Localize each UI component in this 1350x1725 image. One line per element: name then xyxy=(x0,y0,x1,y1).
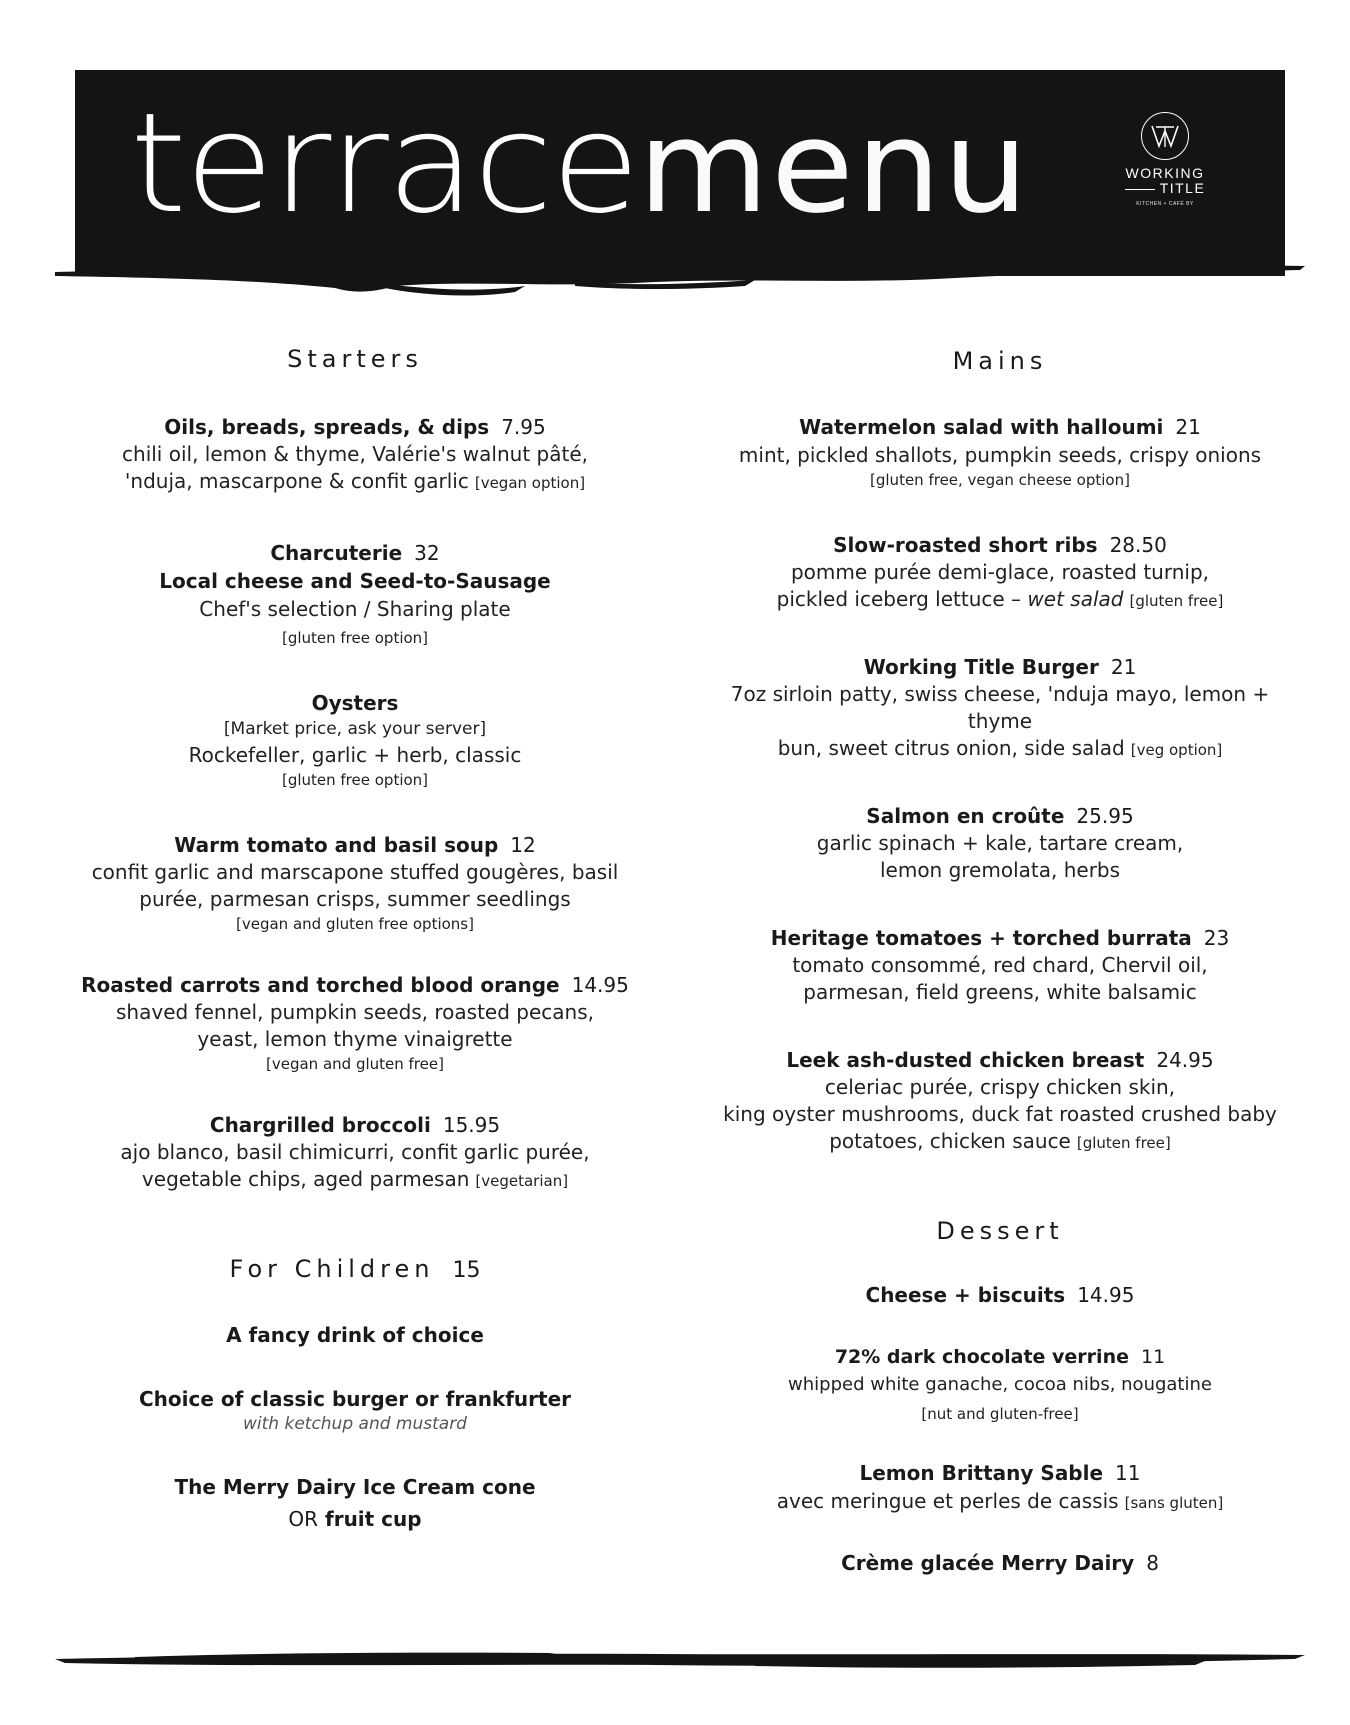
item-name: Oils, breads, spreads, & dips 7.95 xyxy=(164,415,546,439)
section-title-mains: Mains xyxy=(952,347,1048,375)
menu-item xyxy=(60,831,650,935)
item-dietary-note: [vegetarian] xyxy=(475,1172,569,1190)
logo-text-title: TITLE xyxy=(1105,181,1225,196)
item-description: king oyster mushrooms, duck fat roasted crushed baby xyxy=(723,1102,1277,1126)
item-price: 7.95 xyxy=(501,415,546,439)
item-name: Chargrilled broccoli 15.95 xyxy=(209,1113,501,1137)
item-dietary-note: [vegan and gluten free options] xyxy=(236,915,474,933)
item-name: Oysters xyxy=(311,691,399,715)
item-subname: Local cheese and Seed-to-Sausage xyxy=(159,569,551,593)
item-name: Watermelon salad with halloumi 21 xyxy=(799,415,1201,439)
item-price: 14.95 xyxy=(1077,1283,1135,1307)
children-price: 15 xyxy=(452,1258,481,1283)
section-title-starters: Starters xyxy=(287,345,423,373)
item-price: 32 xyxy=(414,541,440,565)
item-name: Choice of classic burger or frankfurter xyxy=(138,1387,572,1411)
item-name: Lemon Brittany Sable 11 xyxy=(859,1461,1141,1485)
menu-title xyxy=(130,83,1031,244)
item-price: 21 xyxy=(1175,415,1201,439)
menu-item xyxy=(700,1549,1300,1577)
item-dietary-note: [gluten free] xyxy=(1076,1134,1171,1152)
item-description: Rockefeller, garlic + herb, classic xyxy=(188,743,522,767)
item-name: Heritage tomatoes + torched burrata 23 xyxy=(770,926,1230,950)
item-price: 12 xyxy=(510,833,536,857)
logo-text-working: WORKING xyxy=(1125,165,1205,181)
item-dietary-note: [gluten free option] xyxy=(281,629,429,647)
menu-item xyxy=(60,971,650,1075)
item-dietary-note: [gluten free option] xyxy=(281,771,429,789)
item-price: 23 xyxy=(1203,926,1230,950)
item-name: Warm tomato and basil soup 12 xyxy=(174,833,536,857)
item-name: The Merry Dairy Ice Cream cone xyxy=(174,1475,536,1499)
item-description: Chef's selection / Sharing plate xyxy=(199,597,511,621)
menu-item xyxy=(60,1111,650,1193)
menu-item xyxy=(700,1281,1300,1309)
item-alternative: OR fruit cup xyxy=(288,1507,422,1531)
logo-text-tagline: KITCHEN + CAFÉ BY xyxy=(1136,200,1194,207)
item-price-note: [Market price, ask your server] xyxy=(223,719,487,739)
menu-item xyxy=(60,1321,650,1349)
menu-item xyxy=(60,413,650,495)
item-description: lemon gremolata, herbs xyxy=(879,858,1121,882)
item-description: parmesan, field greens, white balsamic xyxy=(803,980,1197,1004)
item-name: Slow-roasted short ribs 28.50 xyxy=(833,533,1167,557)
item-description: chili oil, lemon & thyme, Valérie's walnut pâté, xyxy=(122,442,588,466)
item-description: with ketchup and mustard xyxy=(243,1414,467,1434)
item-description: avec meringue et perles de cassis [sans gluten] xyxy=(776,1489,1224,1513)
menu-item xyxy=(60,689,650,791)
item-name: Cheese + biscuits 14.95 xyxy=(865,1283,1135,1307)
item-description: whipped white ganache, cocoa nibs, nougatine xyxy=(788,1374,1212,1395)
item-description: bun, sweet citrus onion, side salad [veg option] xyxy=(777,736,1223,760)
item-name: Crème glacée Merry Dairy 8 xyxy=(841,1551,1159,1575)
menu-item xyxy=(700,924,1300,1006)
menu-item xyxy=(700,1343,1300,1425)
logo-monogram-icon xyxy=(1141,112,1189,160)
item-dietary-note: [vegan and gluten free] xyxy=(266,1055,444,1073)
item-name: Working Title Burger 21 xyxy=(863,655,1137,679)
item-description: vegetable chips, aged parmesan [vegetarian] xyxy=(141,1167,569,1191)
item-description: tomato consommé, red chard, Chervil oil, xyxy=(792,953,1208,977)
item-description: celeriac purée, crispy chicken skin, xyxy=(824,1075,1176,1099)
right-column xyxy=(700,347,1300,1577)
menu-item xyxy=(700,1459,1300,1515)
menu-title-part2: menu xyxy=(638,93,1031,242)
item-name: Roasted carrots and torched blood orange 14.95 xyxy=(81,973,629,997)
item-price: 15.95 xyxy=(442,1113,501,1137)
menu-item xyxy=(60,1473,650,1533)
item-description: confit garlic and marscapone stuffed gougères, basil xyxy=(91,860,619,884)
menu-item xyxy=(700,802,1300,884)
item-dietary-note: [vegan option] xyxy=(474,474,586,492)
item-description: 'nduja, mascarpone & confit garlic [vegan option] xyxy=(124,469,586,493)
menu-item xyxy=(700,1046,1300,1155)
item-description: potatoes, chicken sauce [gluten free] xyxy=(829,1129,1171,1153)
item-price: 8 xyxy=(1146,1551,1159,1575)
brand-logo xyxy=(1105,112,1225,207)
item-description: shaved fennel, pumpkin seeds, roasted pecans, xyxy=(116,1000,594,1024)
item-price: 24.95 xyxy=(1156,1048,1214,1072)
menu-title-part1: terrace xyxy=(130,83,639,244)
item-description: purée, parmesan crisps, summer seedlings xyxy=(139,887,571,911)
brush-stroke-decoration xyxy=(55,258,1305,308)
item-dietary-note: [gluten free, vegan cheese option] xyxy=(870,471,1130,489)
item-dietary-note: [veg option] xyxy=(1130,741,1223,759)
item-price: 28.50 xyxy=(1109,533,1167,557)
item-price: 11 xyxy=(1140,1346,1166,1368)
item-name: Charcuterie 32 xyxy=(270,541,440,565)
menu-item xyxy=(60,539,650,649)
menu-item xyxy=(700,531,1300,613)
brush-stroke-divider xyxy=(55,1645,1305,1675)
item-name: Salmon en croûte 25.95 xyxy=(866,804,1134,828)
item-price: 11 xyxy=(1115,1461,1141,1485)
item-description: pickled iceberg lettuce – wet salad [gluten free] xyxy=(776,587,1224,611)
item-name: Leek ash-dusted chicken breast 24.95 xyxy=(786,1048,1214,1072)
item-price: 25.95 xyxy=(1076,804,1134,828)
item-dietary-note: [nut and gluten-free] xyxy=(921,1405,1079,1423)
menu-item xyxy=(700,413,1300,491)
item-description: yeast, lemon thyme vinaigrette xyxy=(197,1027,513,1051)
item-description: pomme purée demi-glace, roasted turnip, xyxy=(790,560,1210,584)
section-title-children: For Children 15 xyxy=(229,1255,481,1283)
item-name: A fancy drink of choice xyxy=(226,1323,484,1347)
item-name: 72% dark chocolate verrine 11 xyxy=(834,1346,1166,1368)
item-description: garlic spinach + kale, tartare cream, xyxy=(816,831,1184,855)
item-price: 14.95 xyxy=(571,973,629,997)
item-description: 7oz sirloin patty, swiss cheese, 'nduja mayo, lemon + thyme xyxy=(730,682,1270,733)
item-description: mint, pickled shallots, pumpkin seeds, crispy onions xyxy=(738,443,1262,467)
menu-item xyxy=(60,1385,650,1435)
left-column xyxy=(60,345,650,1533)
item-description: ajo blanco, basil chimicurri, confit garlic purée, xyxy=(120,1140,590,1164)
menu-item xyxy=(700,653,1300,762)
item-price: 21 xyxy=(1110,655,1137,679)
section-title-dessert: Dessert xyxy=(936,1217,1064,1245)
item-dietary-note: [gluten free] xyxy=(1129,592,1224,610)
item-dietary-note: [sans gluten] xyxy=(1124,1494,1224,1512)
